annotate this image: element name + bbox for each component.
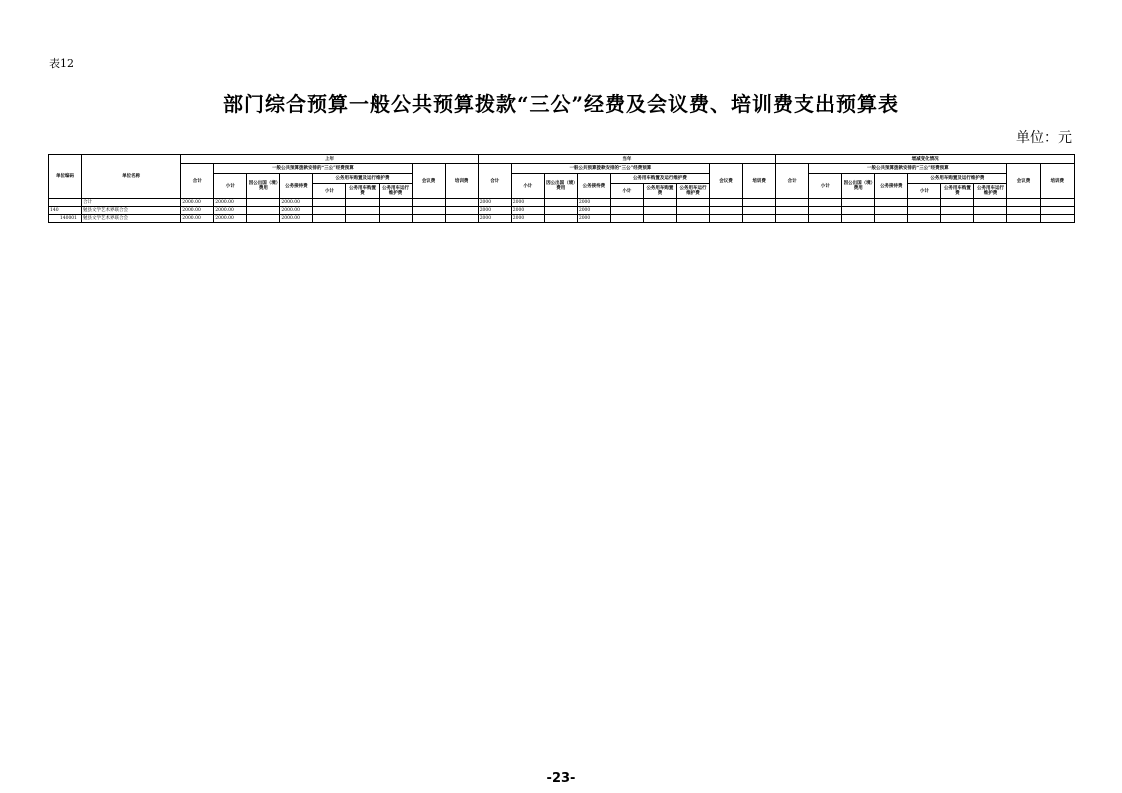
cell-prior-vehicle-subtotal	[313, 207, 346, 215]
header-abroad: 因公出国（境）费用	[544, 174, 577, 199]
header-meeting: 会议费	[1007, 164, 1040, 199]
cell-prior-meeting	[412, 199, 445, 207]
cell-change-total	[776, 215, 809, 223]
header-vehicle-purchase: 公务用车购置费	[643, 184, 676, 199]
cell-change-vehicle-ops	[974, 199, 1007, 207]
cell-change-abroad	[842, 199, 875, 207]
cell-change-reception	[875, 199, 908, 207]
header-subtotal: 小计	[214, 174, 247, 199]
header-unit-name: 单位名称	[82, 155, 181, 199]
cell-prior-vehicle-purchase	[346, 215, 379, 223]
cell-current-vehicle-purchase	[643, 207, 676, 215]
cell-change-vehicle-purchase	[941, 199, 974, 207]
cell-current-abroad	[544, 199, 577, 207]
header-group-prior-year: 上年	[181, 155, 478, 164]
cell-change-meeting	[1007, 215, 1040, 223]
cell-change-meeting	[1007, 207, 1040, 215]
cell-change-reception	[875, 215, 908, 223]
cell-current-abroad	[544, 215, 577, 223]
cell-current-vehicle-subtotal	[610, 199, 643, 207]
cell-change-meeting	[1007, 199, 1040, 207]
cell-current-vehicle-subtotal	[610, 215, 643, 223]
header-vehicle-group: 公务用车购置及运行维护费	[908, 174, 1007, 184]
cell-prior-reception: 2000.00	[280, 207, 313, 215]
header-vehicle-group: 公务用车购置及运行维护费	[610, 174, 709, 184]
cell-current-meeting	[710, 199, 743, 207]
cell-current-subtotal: 2000	[511, 207, 544, 215]
cell-change-subtotal	[809, 207, 842, 215]
cell-current-training	[743, 215, 776, 223]
header-reception: 公务接待费	[875, 174, 908, 199]
cell-current-reception: 2000	[577, 199, 610, 207]
cell-change-subtotal	[809, 199, 842, 207]
cell-current-vehicle-ops	[676, 215, 709, 223]
cell-current-vehicle-ops	[676, 207, 709, 215]
cell-change-subtotal	[809, 215, 842, 223]
cell-unit-code: 140001	[49, 215, 82, 223]
header-reception: 公务接待费	[280, 174, 313, 199]
cell-current-meeting	[710, 207, 743, 215]
table-row	[49, 207, 1075, 215]
cell-current-subtotal: 2000	[511, 199, 544, 207]
header-vehicle-ops: 公务用车运行维护费	[379, 184, 412, 199]
document-title: 部门综合预算一般公共预算拨款“三公”经费及会议费、培训费支出预算表	[222, 92, 899, 116]
cell-current-abroad	[544, 207, 577, 215]
header-total: 合计	[181, 164, 214, 199]
cell-prior-meeting	[412, 207, 445, 215]
page-number: -23-	[546, 771, 576, 786]
cell-unit-name: 勉县文学艺术界联合会	[82, 207, 181, 215]
header-group-current-year: 当年	[478, 155, 775, 164]
cell-change-vehicle-purchase	[941, 207, 974, 215]
header-total: 合计	[776, 164, 809, 199]
cell-prior-training	[445, 199, 478, 207]
cell-prior-total: 2000.00	[181, 215, 214, 223]
cell-prior-vehicle-subtotal	[313, 199, 346, 207]
cell-current-vehicle-purchase	[643, 215, 676, 223]
cell-prior-reception: 2000.00	[280, 215, 313, 223]
cell-change-vehicle-purchase	[941, 215, 974, 223]
header-abroad: 因公出国（境）费用	[842, 174, 875, 199]
cell-change-vehicle-subtotal	[908, 215, 941, 223]
cell-current-training	[743, 199, 776, 207]
header-unit-code: 单位编码	[49, 155, 82, 199]
cell-current-total: 2000	[478, 207, 511, 215]
cell-current-total: 2000	[478, 199, 511, 207]
cell-current-training	[743, 207, 776, 215]
cell-change-vehicle-ops	[974, 215, 1007, 223]
cell-prior-subtotal: 2000.00	[214, 215, 247, 223]
header-sangong-group: 一般公共预算拨款安排的“三公”经费预算	[214, 164, 412, 174]
cell-current-vehicle-ops	[676, 199, 709, 207]
cell-change-vehicle-subtotal	[908, 199, 941, 207]
cell-change-training	[1040, 199, 1074, 207]
cell-change-reception	[875, 207, 908, 215]
cell-unit-code: 140	[49, 207, 82, 215]
header-vehicle-subtotal: 小计	[313, 184, 346, 199]
cell-current-reception: 2000	[577, 207, 610, 215]
table-row	[49, 199, 1075, 207]
cell-change-vehicle-subtotal	[908, 207, 941, 215]
cell-change-total	[776, 207, 809, 215]
cell-prior-abroad	[247, 199, 280, 207]
cell-prior-vehicle-purchase	[346, 199, 379, 207]
cell-prior-training	[445, 207, 478, 215]
header-vehicle-purchase: 公务用车购置费	[941, 184, 974, 199]
header-vehicle-subtotal: 小计	[610, 184, 643, 199]
cell-prior-abroad	[247, 207, 280, 215]
header-vehicle-subtotal: 小计	[908, 184, 941, 199]
header-meeting: 会议费	[710, 164, 743, 199]
cell-unit-name: 勉县文学艺术界联合会	[82, 215, 181, 223]
header-subtotal: 小计	[809, 174, 842, 199]
cell-change-total	[776, 199, 809, 207]
header-total: 合计	[478, 164, 511, 199]
header-training: 培训费	[1040, 164, 1074, 199]
header-vehicle-group: 公务用车购置及运行维护费	[313, 174, 412, 184]
header-sangong-group: 一般公共预算拨款安排的“三公”经费预算	[809, 164, 1007, 174]
budget-table	[48, 154, 1075, 223]
cell-current-total: 2000	[478, 215, 511, 223]
cell-prior-abroad	[247, 215, 280, 223]
cell-unit-name: 合计	[82, 199, 181, 207]
cell-prior-reception: 2000.00	[280, 199, 313, 207]
table-row	[49, 215, 1075, 223]
header-sangong-group: 一般公共预算拨款安排的“三公”经费预算	[511, 164, 709, 174]
cell-current-meeting	[710, 215, 743, 223]
cell-change-training	[1040, 215, 1074, 223]
unit-label: 单位：元	[1016, 130, 1072, 146]
cell-current-vehicle-purchase	[643, 199, 676, 207]
header-vehicle-ops: 公务用车运行维护费	[676, 184, 709, 199]
header-meeting: 会议费	[412, 164, 445, 199]
cell-current-vehicle-subtotal	[610, 207, 643, 215]
header-training: 培训费	[743, 164, 776, 199]
cell-prior-vehicle-ops	[379, 199, 412, 207]
cell-prior-total: 2000.00	[181, 199, 214, 207]
header-vehicle-purchase: 公务用车购置费	[346, 184, 379, 199]
cell-prior-subtotal: 2000.00	[214, 207, 247, 215]
cell-prior-training	[445, 215, 478, 223]
header-subtotal: 小计	[511, 174, 544, 199]
cell-prior-vehicle-purchase	[346, 207, 379, 215]
header-training: 培训费	[445, 164, 478, 199]
cell-current-reception: 2000	[577, 215, 610, 223]
cell-prior-total: 2000.00	[181, 207, 214, 215]
cell-current-subtotal: 2000	[511, 215, 544, 223]
table-number: 表12	[49, 57, 74, 70]
cell-prior-vehicle-ops	[379, 207, 412, 215]
cell-change-training	[1040, 207, 1074, 215]
cell-change-vehicle-ops	[974, 207, 1007, 215]
cell-prior-vehicle-subtotal	[313, 215, 346, 223]
header-reception: 公务接待费	[577, 174, 610, 199]
header-group-change: 增减变化情况	[776, 155, 1075, 164]
cell-change-abroad	[842, 215, 875, 223]
header-vehicle-ops: 公务用车运行维护费	[974, 184, 1007, 199]
cell-prior-meeting	[412, 215, 445, 223]
cell-change-abroad	[842, 207, 875, 215]
cell-unit-code	[49, 199, 82, 207]
cell-prior-vehicle-ops	[379, 215, 412, 223]
cell-prior-subtotal: 2000.00	[214, 199, 247, 207]
header-abroad: 因公出国（境）费用	[247, 174, 280, 199]
